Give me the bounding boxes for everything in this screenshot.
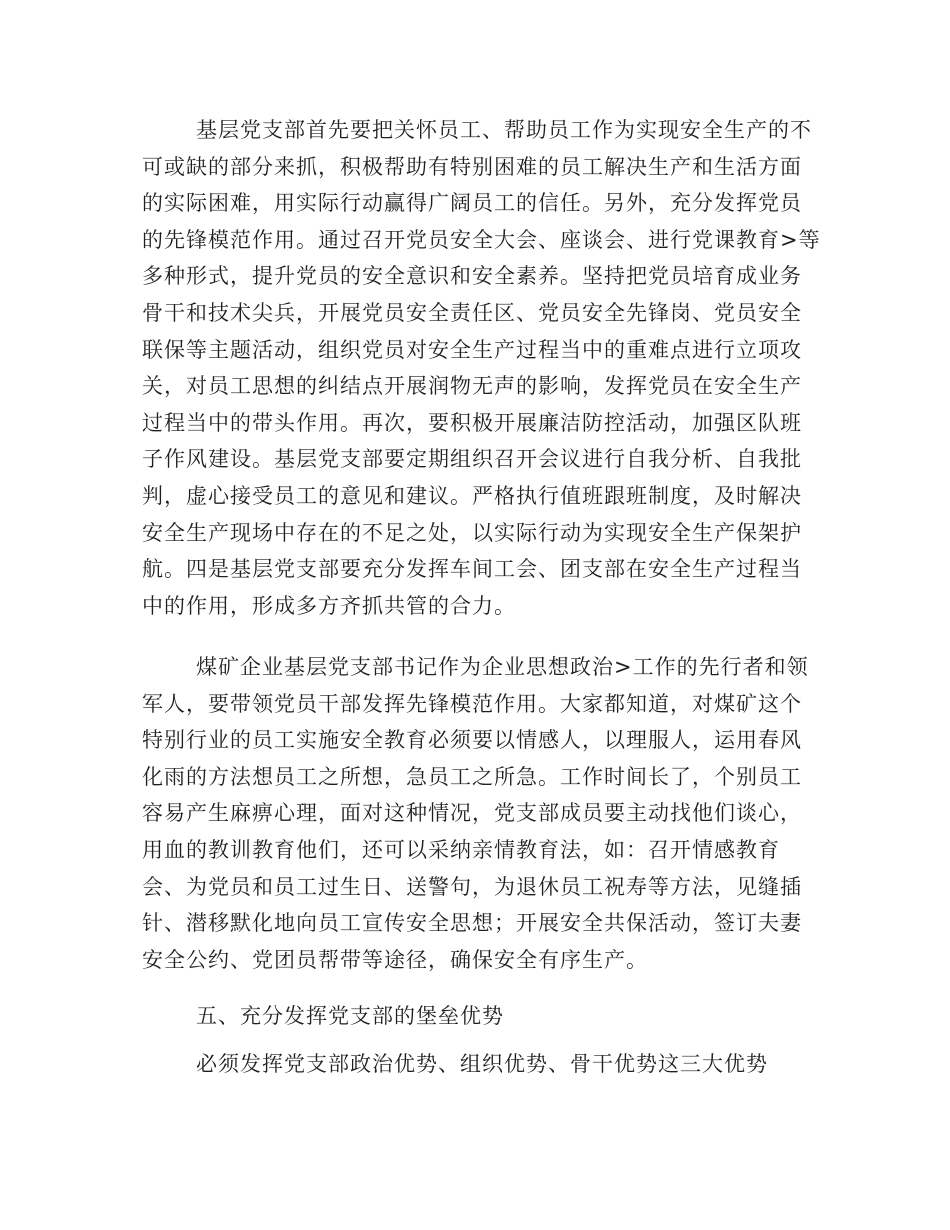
- text-line: 中的作用，形成多方齐抓共管的合力。: [142, 593, 516, 618]
- text-line: 骨干和技术尖兵，开展党员安全责任区、党员安全先锋岗、党员安全: [142, 300, 802, 325]
- text-line: 的先锋模范作用。通过召开党员安全大会、座谈会、进行党课教育>等: [142, 227, 821, 252]
- text-line: 多种形式，提升党员的安全意识和安全素养。坚持把党员培育成业务: [142, 264, 802, 289]
- text-line: 子作风建设。基层党支部要定期组织召开会议进行自我分析、自我批: [142, 447, 802, 472]
- text-line: 军人，要带领党员干部发挥先锋模范作用。大家都知道，对煤矿这个: [142, 691, 802, 716]
- text-line: 会、为党员和员工过生日、送警句，为退休员工祝寿等方法，见缝插: [142, 874, 802, 899]
- paragraph-2: [142, 649, 822, 978]
- text-line: 针、潜移默化地向员工宣传安全思想；开展安全共保活动，签订夫妻: [142, 911, 802, 936]
- text-line: 基层党支部首先要把关怀员工、帮助员工作为实现安全生产的不: [196, 118, 812, 142]
- text-line: 关，对员工思想的纠结点开展润物无声的影响，发挥党员在安全生产: [142, 374, 802, 399]
- text-line: 特别行业的员工实施安全教育必须要以情感人，以理服人，运用春风: [142, 728, 802, 753]
- text-line: 判，虚心接受员工的意见和建议。严格执行值班跟班制度，及时解决: [142, 483, 802, 508]
- paragraph-3-first-line: 必须发挥党支部政治优势、组织优势、骨干优势这三大优势: [196, 1052, 768, 1076]
- text-line: 安全生产现场中存在的不足之处，以实际行动为实现安全生产保架护: [142, 520, 802, 545]
- section-heading: 五、充分发挥党支部的堡垒优势: [196, 1004, 504, 1028]
- text-line: 用血的教训教育他们，还可以采纳亲情教育法，如：召开情感教育: [142, 837, 780, 862]
- text-line: 煤矿企业基层党支部书记作为企业思想政治>工作的先行者和领: [196, 655, 809, 679]
- text-line: 安全公约、党团员帮带等途径，确保安全有序生产。: [142, 947, 648, 972]
- text-line: 航。四是基层党支部要充分发挥车间工会、团支部在安全生产过程当: [142, 557, 802, 582]
- text-line: 容易产生麻痹心理，面对这种情况，党支部成员要主动找他们谈心，: [142, 801, 802, 826]
- text-line: 化雨的方法想员工之所想，急员工之所急。工作时间长了，个别员工: [142, 764, 802, 789]
- text-line: 可或缺的部分来抓，积极帮助有特别困难的员工解决生产和生活方面: [142, 154, 802, 179]
- paragraph-1: [142, 112, 822, 624]
- text-line: 的实际困难，用实际行动赢得广阔员工的信任。另外，充分发挥党员: [142, 191, 802, 216]
- text-line: 联保等主题活动，组织党员对安全生产过程当中的重难点进行立项攻: [142, 337, 802, 362]
- text-line: 过程当中的带头作用。再次，要积极开展廉洁防控活动，加强区队班: [142, 410, 802, 435]
